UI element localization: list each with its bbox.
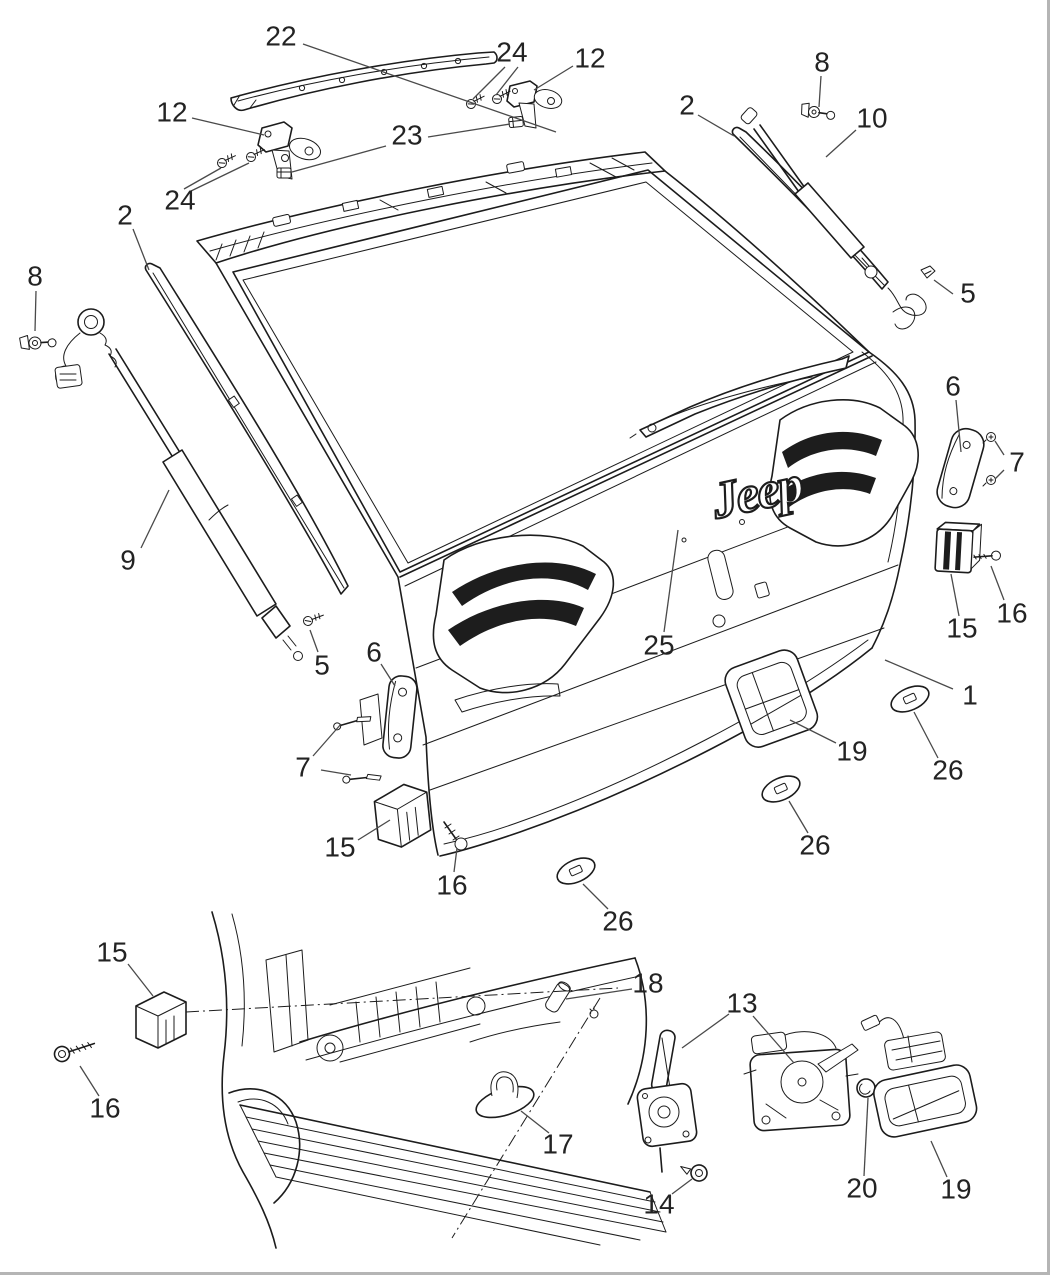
bumper-15-mid [373,782,432,849]
leader-line-25 [664,530,678,632]
leader-line-24 [473,67,505,99]
callout-15: 15 [96,936,128,968]
leader-line-15 [951,574,959,616]
screw-5-left [302,608,324,628]
callout-8: 8 [27,260,43,292]
rail-left-part [145,263,348,594]
screw-14 [681,1160,709,1185]
oval-plug-mid [758,771,803,807]
leader-line-15 [128,964,153,996]
callout-24: 24 [164,184,196,216]
bumper-15-bottom [136,992,186,1048]
leader-line-2 [698,115,734,136]
leader-line-10 [826,130,856,157]
callout-8: 8 [814,46,830,78]
body-aperture-drawing [186,912,666,1248]
jeep-badge: Jeep [706,455,807,531]
callout-19: 19 [836,735,868,767]
callout-23: 23 [391,119,423,151]
ball-stud-left [19,334,56,350]
callout-7: 7 [1009,446,1025,478]
screw-7-upper [983,433,996,444]
leader-line-5 [934,280,953,294]
spoiler-part [231,52,497,110]
callout-16: 16 [89,1092,121,1124]
callout-14: 14 [643,1188,675,1220]
leader-line-6 [381,664,395,686]
power-strut-part [55,309,303,661]
callout-7: 7 [295,751,311,783]
callout-12: 12 [156,96,188,128]
leader-line-20 [864,1098,868,1176]
callout-15: 15 [946,612,978,644]
leader-line-13 [682,1014,729,1048]
leader-line-7 [321,770,351,775]
callout-26: 26 [932,754,964,786]
leader-line-23 [428,124,510,137]
callout-16: 16 [996,597,1028,629]
leader-line-2 [133,229,149,270]
leader-line-19 [931,1141,947,1177]
callout-24: 24 [496,36,528,68]
callout-25: 25 [643,629,675,661]
ball-stud-right [800,102,836,121]
callout-6: 6 [366,636,382,668]
grommet-20 [857,1079,875,1097]
bolt-16-bottom [53,1036,97,1063]
leader-line-16 [991,566,1004,600]
leader-line-9 [141,490,169,548]
callout-2: 2 [679,89,695,121]
callout-1: 1 [962,679,978,711]
callout-16: 16 [436,869,468,901]
bumper-15-right [935,522,982,573]
oval-plug-bottom [553,853,598,889]
leader-line-12 [192,118,264,135]
leader-line-1 [885,660,953,689]
leader-line-26 [914,712,938,758]
callout-19: 19 [940,1173,972,1205]
callout-17: 17 [542,1128,574,1160]
leader-line-14 [672,1179,692,1194]
callout-12: 12 [574,42,606,74]
clip-5-right [921,266,935,278]
bolt-16-mid [444,822,467,850]
callout-9: 9 [120,544,136,576]
oval-plug-right [887,681,932,717]
callout-15: 15 [324,831,356,863]
callout-18: 18 [632,967,664,999]
callout-5: 5 [960,277,976,309]
leader-line-7 [995,441,1004,455]
callout-20: 20 [846,1172,878,1204]
callout-5: 5 [314,649,330,681]
leader-line-7 [995,470,1004,479]
leader-line-8 [35,291,36,331]
callout-26: 26 [799,829,831,861]
leader-line-16 [80,1066,99,1096]
callout-6: 6 [945,370,961,402]
lock-cylinder-part [636,1029,698,1172]
callout-26: 26 [602,905,634,937]
latch-assembly-part [744,1032,858,1132]
bracket-plate-right [934,425,988,511]
leader-line-26 [789,801,808,833]
screw-7-lower [983,476,996,487]
leader-line-12 [534,66,573,90]
leader-line-7 [313,724,341,756]
callout-10: 10 [856,102,888,134]
callout-22: 22 [265,20,297,52]
leader-line-8 [819,76,821,107]
liftgate-assembly-drawing [197,152,918,856]
handle-assembly-part [861,1015,980,1140]
callout-2: 2 [117,199,133,231]
callout-13: 13 [726,987,758,1019]
